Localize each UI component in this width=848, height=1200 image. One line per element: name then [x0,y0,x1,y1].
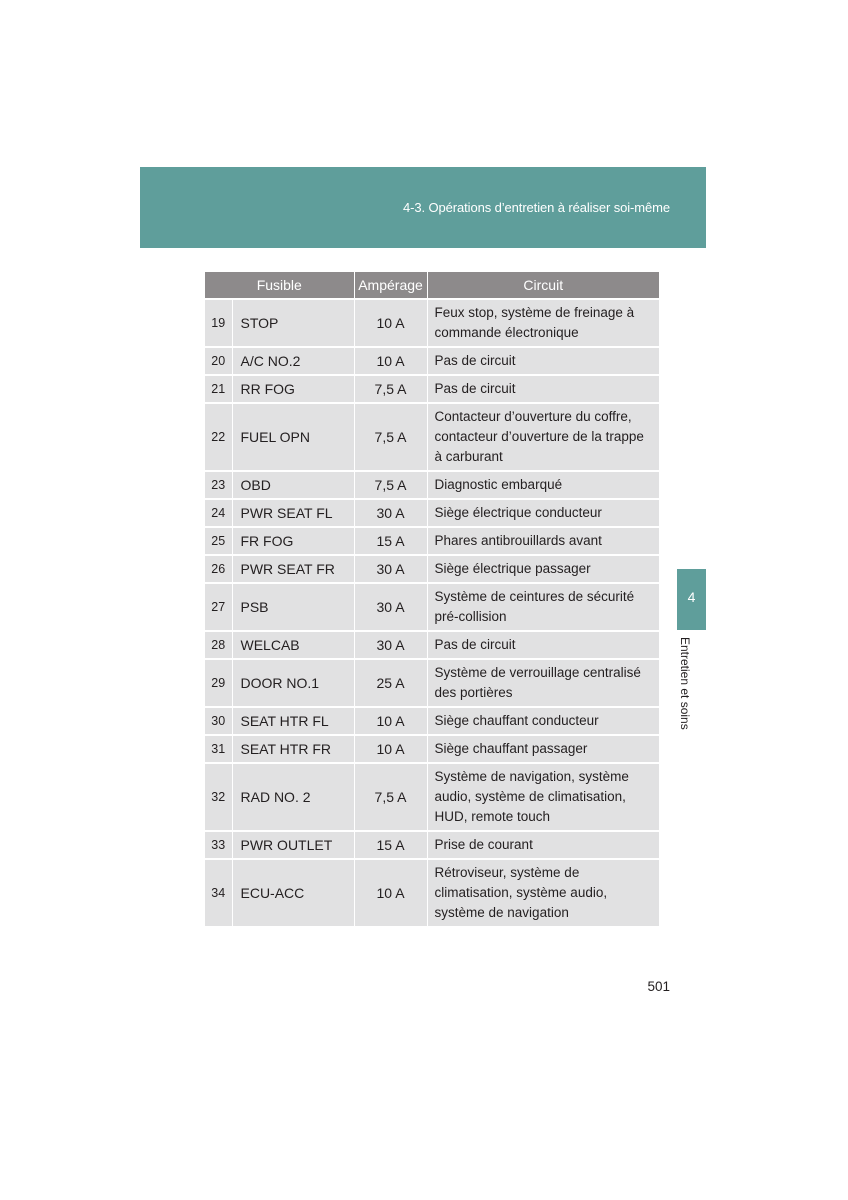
fuse-number-cell: 22 [205,403,232,471]
table-row [205,471,659,499]
table-row [205,707,659,735]
fuse-amperage-cell: 30 A [354,631,427,659]
fuse-name-cell: PWR SEAT FR [232,555,354,583]
section-title: 4-3. Opérations d’entretien à réaliser soi-même [403,200,670,215]
fuse-name-cell: A/C NO.2 [232,347,354,375]
table-row [205,763,659,831]
fuse-amperage-cell: 25 A [354,659,427,707]
fuse-circuit-cell: Phares antibrouillards avant [427,527,659,555]
fuse-circuit-cell: Pas de circuit [427,631,659,659]
table-row [205,375,659,403]
fuse-number-cell: 33 [205,831,232,859]
fuse-circuit-cell: Siège électrique conducteur [427,499,659,527]
table-row [205,583,659,631]
fuse-number-cell: 32 [205,763,232,831]
fuse-number-cell: 28 [205,631,232,659]
fuse-table-header [205,272,659,299]
fuse-name-cell: DOOR NO.1 [232,659,354,707]
fuse-amperage-cell: 7,5 A [354,403,427,471]
fuse-circuit-cell: Pas de circuit [427,347,659,375]
fuse-circuit-cell: Siège électrique passager [427,555,659,583]
fuse-amperage-cell: 10 A [354,299,427,347]
table-row [205,859,659,926]
fuse-name-cell: RAD NO. 2 [232,763,354,831]
fuse-name-cell: PWR SEAT FL [232,499,354,527]
fuse-number-cell: 34 [205,859,232,926]
table-row [205,631,659,659]
fuse-name-cell: SEAT HTR FR [232,735,354,763]
fuse-name-cell: PSB [232,583,354,631]
fuse-number-cell: 27 [205,583,232,631]
fuse-number-cell: 23 [205,471,232,499]
fuse-name-cell: STOP [232,299,354,347]
fuse-name-cell: SEAT HTR FL [232,707,354,735]
fuse-amperage-cell: 10 A [354,859,427,926]
fuse-name-cell: ECU-ACC [232,859,354,926]
fuse-circuit-cell: Prise de courant [427,831,659,859]
fuse-circuit-cell: Système de verrouillage centralisé des portières [427,659,659,707]
fuse-number-cell: 19 [205,299,232,347]
column-header-circuit: Circuit [427,272,659,299]
fuse-circuit-cell: Siège chauffant passager [427,735,659,763]
chapter-label-text: Entretien et soins [678,637,692,730]
fuse-circuit-cell: Système de navigation, système audio, système de climatisation, HUD, remote touch [427,763,659,831]
fuse-circuit-cell: Contacteur d’ouverture du coffre, contacteur d’ouverture de la trappe à carburant [427,403,659,471]
fuse-name-cell: FR FOG [232,527,354,555]
table-row [205,527,659,555]
fuse-name-cell: RR FOG [232,375,354,403]
section-header-band [140,167,706,248]
fuse-circuit-cell: Feux stop, système de freinage à commande électronique [427,299,659,347]
table-row [205,555,659,583]
table-row [205,347,659,375]
table-row [205,735,659,763]
chapter-tab [677,569,706,630]
fuse-name-cell: FUEL OPN [232,403,354,471]
fuse-number-cell: 25 [205,527,232,555]
fuse-table-body [205,299,659,926]
fuse-circuit-cell: Diagnostic embarqué [427,471,659,499]
fuse-number-cell: 31 [205,735,232,763]
chapter-label [680,637,704,737]
fuse-name-cell: PWR OUTLET [232,831,354,859]
table-row [205,299,659,347]
fuse-circuit-cell: Rétroviseur, système de climatisation, système audio, système de navigation [427,859,659,926]
fuse-circuit-cell: Pas de circuit [427,375,659,403]
table-row [205,659,659,707]
column-header-fuse: Fusible [205,272,354,299]
fuse-name-cell: OBD [232,471,354,499]
fuse-number-cell: 29 [205,659,232,707]
fuse-amperage-cell: 10 A [354,707,427,735]
fuse-amperage-cell: 15 A [354,831,427,859]
fuse-amperage-cell: 15 A [354,527,427,555]
fuse-amperage-cell: 7,5 A [354,763,427,831]
chapter-number: 4 [687,589,696,605]
fuse-table [205,272,659,926]
column-header-amperage: Ampérage [354,272,427,299]
fuse-circuit-cell: Système de ceintures de sécurité pré-collision [427,583,659,631]
fuse-amperage-cell: 10 A [354,735,427,763]
page-number: 501 [647,979,670,994]
fuse-number-cell: 24 [205,499,232,527]
fuse-circuit-cell: Siège chauffant conducteur [427,707,659,735]
fuse-name-cell: WELCAB [232,631,354,659]
table-row [205,403,659,471]
fuse-number-cell: 26 [205,555,232,583]
fuse-amperage-cell: 7,5 A [354,375,427,403]
table-row [205,499,659,527]
fuse-amperage-cell: 30 A [354,499,427,527]
fuse-amperage-cell: 30 A [354,583,427,631]
fuse-number-cell: 20 [205,347,232,375]
fuse-number-cell: 21 [205,375,232,403]
fuse-amperage-cell: 10 A [354,347,427,375]
fuse-amperage-cell: 30 A [354,555,427,583]
table-row [205,831,659,859]
fuse-amperage-cell: 7,5 A [354,471,427,499]
fuse-number-cell: 30 [205,707,232,735]
